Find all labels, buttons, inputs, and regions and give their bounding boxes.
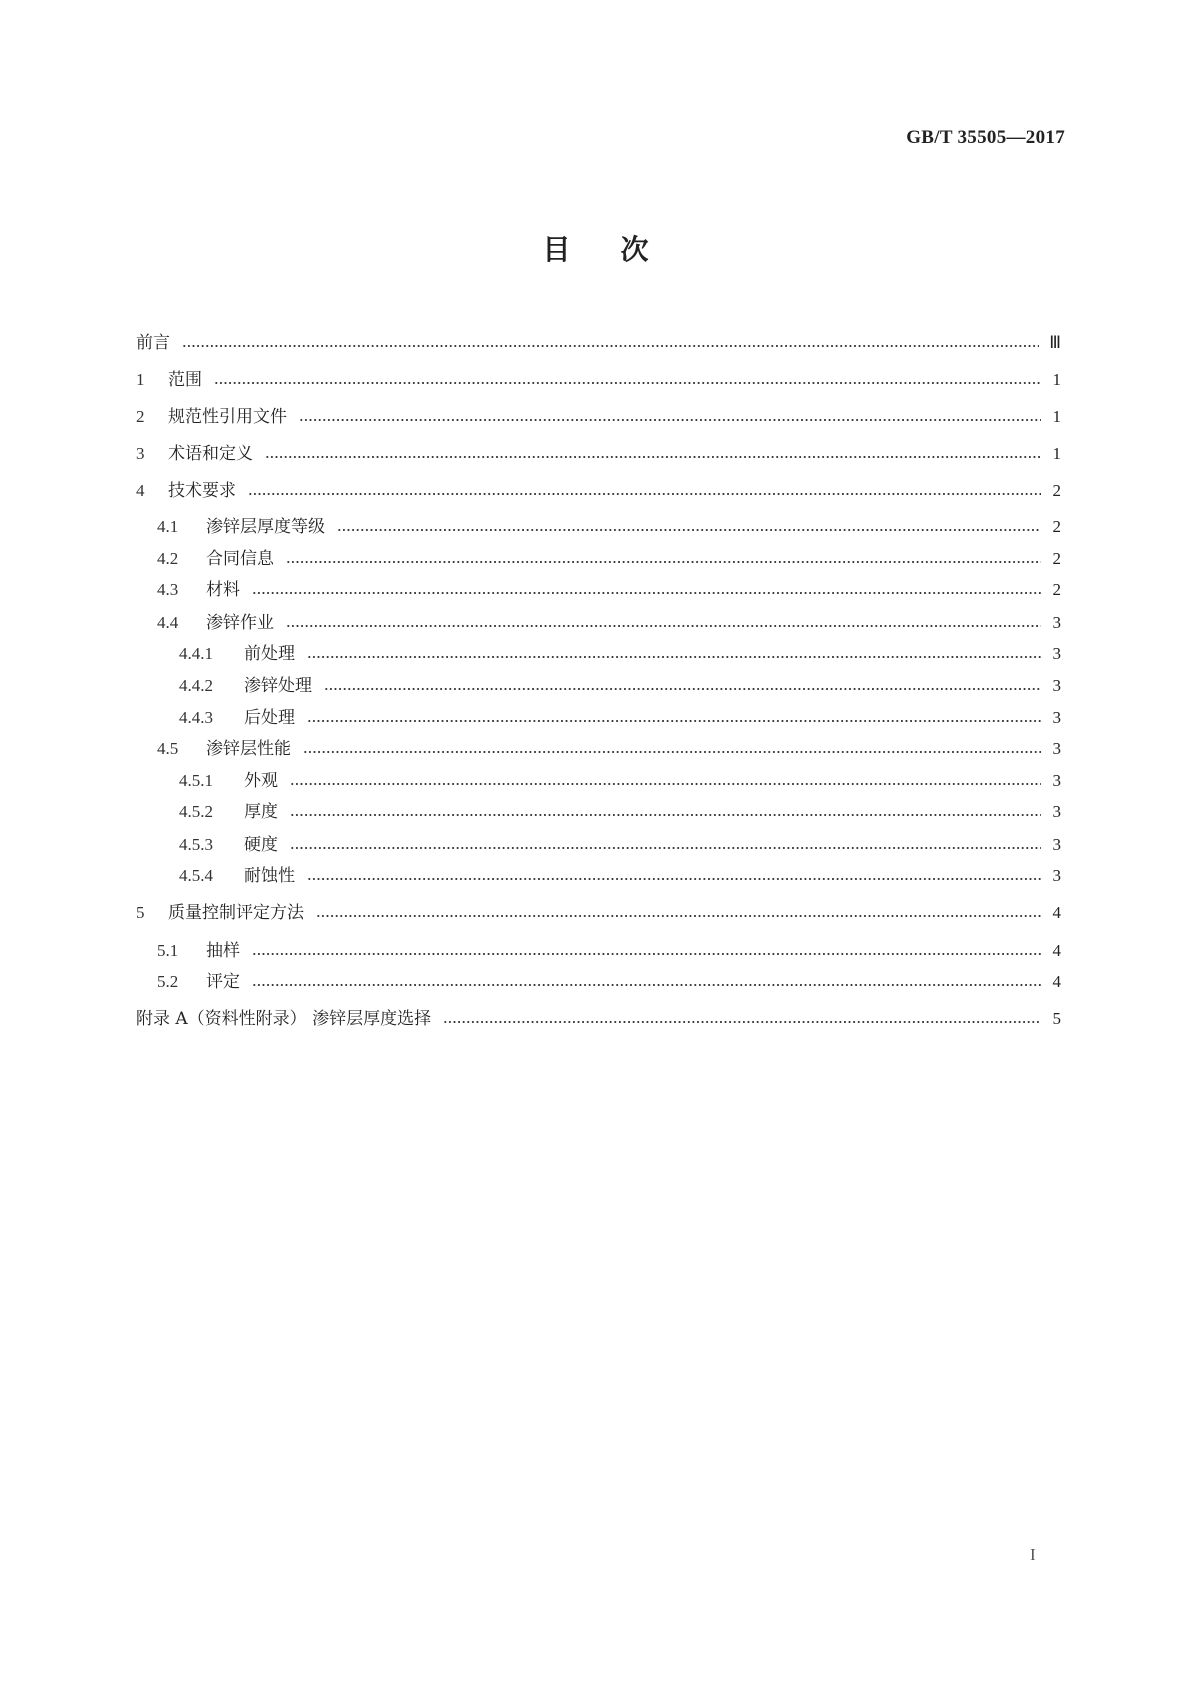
dot-leader [265, 455, 1041, 459]
toc-entry-number: 2 [136, 407, 145, 426]
toc-entry-label: 抽样 [206, 941, 240, 961]
dot-leader [286, 624, 1041, 628]
toc-entry-label: 技术要求 [168, 481, 236, 501]
toc-entry-page: 4 [1052, 972, 1061, 991]
toc-entry-label: 术语和定义 [168, 444, 253, 464]
toc-entry-label: 渗锌层厚度等级 [206, 517, 325, 537]
toc-entry[interactable] [136, 641, 1061, 667]
toc-entry-label: 附录 A（资料性附录） 渗锌层厚度选择 [136, 1009, 432, 1029]
toc-entry-label: 范围 [168, 370, 202, 390]
toc-entry[interactable] [136, 610, 1061, 636]
toc-entry-number: 5.2 [157, 972, 179, 991]
toc-entry[interactable] [136, 705, 1061, 731]
toc-entry[interactable] [136, 900, 1061, 926]
dot-leader [290, 782, 1041, 786]
dot-leader [307, 719, 1041, 723]
toc-entry-label: 硬度 [244, 835, 278, 855]
dot-leader [248, 492, 1041, 496]
toc-entry[interactable] [136, 969, 1061, 995]
toc-entry-number: 5 [136, 903, 145, 922]
toc-entry-number: 4.5.2 [179, 802, 213, 821]
toc-entry[interactable] [136, 799, 1061, 825]
toc-entry[interactable] [136, 330, 1061, 356]
toc-entry[interactable] [136, 832, 1061, 858]
toc-entry-page: 2 [1052, 481, 1061, 500]
toc-entry-page: 1 [1052, 444, 1061, 463]
toc-entry-page: 2 [1052, 580, 1061, 599]
dot-leader [214, 381, 1041, 385]
toc-entry[interactable] [136, 938, 1061, 964]
dot-leader [307, 655, 1041, 659]
toc-entry-number: 4.1 [157, 517, 179, 536]
toc-entry-label: 前处理 [244, 644, 295, 664]
dot-leader [443, 1020, 1041, 1024]
toc-entry[interactable] [136, 736, 1061, 762]
dot-leader [252, 591, 1041, 595]
toc-entry-page: 4 [1052, 941, 1061, 960]
toc-entry-page: 3 [1052, 866, 1061, 885]
toc-entry-page: 3 [1052, 739, 1061, 758]
toc-entry-number: 3 [136, 444, 145, 463]
toc-entry-number: 1 [136, 370, 145, 389]
toc-entry-number: 4.2 [157, 549, 179, 568]
toc-entry-page: 2 [1052, 517, 1061, 536]
toc-entry-page: 2 [1052, 549, 1061, 568]
toc-entry[interactable] [136, 673, 1061, 699]
toc-entry-number: 4.4.3 [179, 708, 213, 727]
toc-entry-number: 4.3 [157, 580, 179, 599]
toc-entry-page: 1 [1052, 370, 1061, 389]
toc-entry-page: Ⅲ [1049, 333, 1061, 352]
toc-entry-label: 规范性引用文件 [168, 407, 287, 427]
toc-entry-number: 4 [136, 481, 145, 500]
toc-entry-page: 4 [1052, 903, 1061, 922]
toc-entry[interactable] [136, 1006, 1061, 1032]
toc-entry-label: 外观 [244, 771, 278, 791]
toc-entry-page: 1 [1052, 407, 1061, 426]
toc-entry-number: 5.1 [157, 941, 179, 960]
dot-leader [299, 418, 1041, 422]
toc-entry-page: 3 [1052, 802, 1061, 821]
toc-entry[interactable] [136, 863, 1061, 889]
toc-entry-page: 3 [1052, 708, 1061, 727]
dot-leader [303, 750, 1041, 754]
toc-entry-page: 3 [1052, 835, 1061, 854]
dot-leader [182, 344, 1039, 348]
toc-entry[interactable] [136, 441, 1061, 467]
toc-entry[interactable] [136, 367, 1061, 393]
dot-leader [290, 813, 1041, 817]
dot-leader [286, 560, 1041, 564]
toc-entry-label: 渗锌作业 [206, 613, 274, 633]
toc-entry-number: 4.5.1 [179, 771, 213, 790]
standard-number: GB/T 35505—2017 [906, 127, 1065, 148]
page-title: 目次 [542, 233, 699, 266]
toc-entry[interactable] [136, 768, 1061, 794]
toc-entry-label: 后处理 [244, 708, 295, 728]
toc-entry-page: 5 [1052, 1009, 1061, 1028]
toc-entry[interactable] [136, 577, 1061, 603]
toc-entry-number: 4.4 [157, 613, 179, 632]
toc-entry-number: 4.5 [157, 739, 179, 758]
toc-entry-label: 渗锌处理 [244, 676, 312, 696]
toc-entry-label: 前言 [136, 333, 170, 353]
toc-entry[interactable] [136, 546, 1061, 572]
toc-entry-page: 3 [1052, 676, 1061, 695]
dot-leader [324, 687, 1041, 691]
toc-entry-label: 材料 [206, 580, 240, 600]
dot-leader [307, 877, 1041, 881]
page-number: I [1030, 1545, 1036, 1564]
toc-entry-number: 4.4.1 [179, 644, 213, 663]
dot-leader [316, 914, 1041, 918]
toc-entry-page: 3 [1052, 613, 1061, 632]
toc-entry[interactable] [136, 404, 1061, 430]
toc-entry-label: 厚度 [244, 802, 278, 822]
dot-leader [252, 952, 1041, 956]
toc-entry-number: 4.5.3 [179, 835, 213, 854]
dot-leader [337, 528, 1041, 532]
toc-entry-label: 渗锌层性能 [206, 739, 291, 759]
toc-entry-number: 4.4.2 [179, 676, 213, 695]
toc-entry[interactable] [136, 478, 1061, 504]
toc-entry[interactable] [136, 514, 1061, 540]
toc-entry-page: 3 [1052, 644, 1061, 663]
toc-entry-page: 3 [1052, 771, 1061, 790]
toc-entry-label: 质量控制评定方法 [168, 903, 304, 923]
toc-entry-number: 4.5.4 [179, 866, 213, 885]
toc-entry-label: 合同信息 [206, 549, 274, 569]
dot-leader [252, 983, 1041, 987]
dot-leader [290, 846, 1041, 850]
toc-entry-label: 耐蚀性 [244, 866, 295, 886]
toc-entry-label: 评定 [206, 972, 240, 992]
